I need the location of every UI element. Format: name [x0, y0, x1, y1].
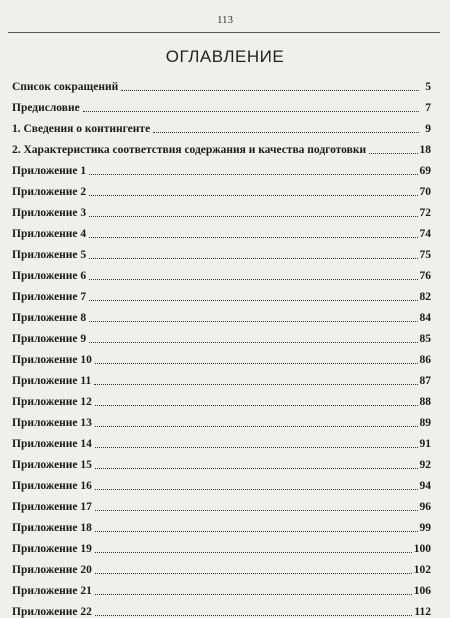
toc-entry-page: 88 [420, 397, 432, 409]
dot-leader [95, 468, 418, 469]
toc-entry-label: Приложение 22 [12, 607, 92, 618]
toc-entry-label: Приложение 20 [12, 565, 92, 577]
dot-leader [121, 90, 419, 91]
header-rule [8, 32, 440, 33]
dot-leader [94, 384, 417, 385]
dot-leader [89, 195, 417, 196]
toc-entry-label: Приложение 9 [12, 334, 86, 346]
toc-entry-label: Список сокращений [12, 82, 118, 94]
dot-leader [89, 300, 417, 301]
toc-entry-label: Приложение 12 [12, 397, 92, 409]
toc-entry [12, 555, 431, 576]
toc-entry [12, 429, 431, 450]
dot-leader [95, 552, 412, 553]
toc-entry [12, 135, 431, 156]
toc-entry-label: Приложение 1 [12, 166, 86, 178]
toc-entry-page: 99 [420, 523, 432, 535]
dot-leader [95, 447, 418, 448]
toc-entry [12, 345, 431, 366]
toc-entry [12, 219, 431, 240]
toc-entry [12, 93, 431, 114]
toc-entry [12, 72, 431, 93]
toc-entry [12, 303, 431, 324]
toc-entry-page: 72 [420, 208, 432, 220]
toc-entry-page: 74 [420, 229, 432, 241]
toc-entry-label: Приложение 3 [12, 208, 86, 220]
dot-leader [89, 321, 417, 322]
dot-leader [153, 132, 419, 133]
toc-entry [12, 534, 431, 555]
toc-entry-page: 76 [420, 271, 432, 283]
dot-leader [95, 489, 418, 490]
dot-leader [95, 531, 418, 532]
toc-entry [12, 576, 431, 597]
toc-entry-page: 100 [414, 544, 431, 556]
toc-entry-label: Предисловие [12, 103, 80, 115]
toc-entry-page: 9 [421, 124, 431, 136]
dot-leader [95, 405, 418, 406]
dot-leader [89, 174, 417, 175]
toc-entry [12, 177, 431, 198]
dot-leader [89, 342, 417, 343]
toc-entry-page: 84 [420, 313, 432, 325]
toc-entry-page: 92 [420, 460, 432, 472]
toc-entry-label: Приложение 2 [12, 187, 86, 199]
toc-entry-page: 82 [420, 292, 432, 304]
toc-entry [12, 471, 431, 492]
dot-leader [89, 258, 417, 259]
toc-entry-page: 75 [420, 250, 432, 262]
toc-entry [12, 114, 431, 135]
toc-entry-label: Приложение 13 [12, 418, 92, 430]
page-number: 113 [0, 14, 450, 26]
toc-entry-label: Приложение 15 [12, 460, 92, 472]
toc-entry-label: Приложение 17 [12, 502, 92, 514]
toc-entry [12, 198, 431, 219]
toc-entry-label: Приложение 7 [12, 292, 86, 304]
toc-entry-page: 102 [414, 565, 431, 577]
toc-entry [12, 387, 431, 408]
toc-entry [12, 261, 431, 282]
dot-leader [369, 153, 417, 154]
toc-entry-label: Приложение 14 [12, 439, 92, 451]
toc-entry [12, 324, 431, 345]
toc-entry-label: 2. Характеристика соответствия содержания и качества подготовки [12, 145, 366, 157]
toc-entry-label: Приложение 18 [12, 523, 92, 535]
toc-entry-page: 85 [420, 334, 432, 346]
dot-leader [95, 363, 418, 364]
toc-entry-page: 112 [414, 607, 431, 618]
toc-entry-page: 7 [421, 103, 431, 115]
dot-leader [95, 573, 412, 574]
toc-entry-label: Приложение 5 [12, 250, 86, 262]
toc-entry [12, 156, 431, 177]
dot-leader [89, 237, 417, 238]
toc-entry [12, 513, 431, 534]
toc-entry-label: 1. Сведения о контингенте [12, 124, 150, 136]
toc-entry-page: 94 [420, 481, 432, 493]
toc-entry [12, 366, 431, 387]
toc-entry [12, 282, 431, 303]
toc-title: ОГЛАВЛЕНИЕ [0, 47, 450, 67]
table-of-contents [12, 72, 431, 618]
toc-entry [12, 408, 431, 429]
toc-entry-page: 86 [420, 355, 432, 367]
toc-entry-label: Приложение 16 [12, 481, 92, 493]
toc-entry-label: Приложение 11 [12, 376, 91, 388]
toc-entry-page: 5 [421, 82, 431, 94]
toc-entry-page: 18 [420, 145, 432, 157]
dot-leader [89, 279, 417, 280]
dot-leader [95, 594, 412, 595]
toc-entry-label: Приложение 19 [12, 544, 92, 556]
toc-entry-label: Приложение 10 [12, 355, 92, 367]
toc-entry-label: Приложение 4 [12, 229, 86, 241]
toc-entry-label: Приложение 6 [12, 271, 86, 283]
dot-leader [95, 510, 418, 511]
toc-entry-page: 69 [420, 166, 432, 178]
toc-entry-page: 96 [420, 502, 432, 514]
toc-entry [12, 450, 431, 471]
dot-leader [89, 216, 417, 217]
toc-entry-page: 87 [420, 376, 432, 388]
toc-entry-page: 106 [414, 586, 431, 598]
dot-leader [95, 426, 418, 427]
toc-entry [12, 597, 431, 618]
toc-entry-label: Приложение 21 [12, 586, 92, 598]
toc-entry-page: 91 [420, 439, 432, 451]
toc-entry-label: Приложение 8 [12, 313, 86, 325]
toc-entry-page: 70 [420, 187, 432, 199]
toc-entry-page: 89 [420, 418, 432, 430]
toc-entry [12, 492, 431, 513]
toc-entry [12, 240, 431, 261]
dot-leader [83, 111, 419, 112]
